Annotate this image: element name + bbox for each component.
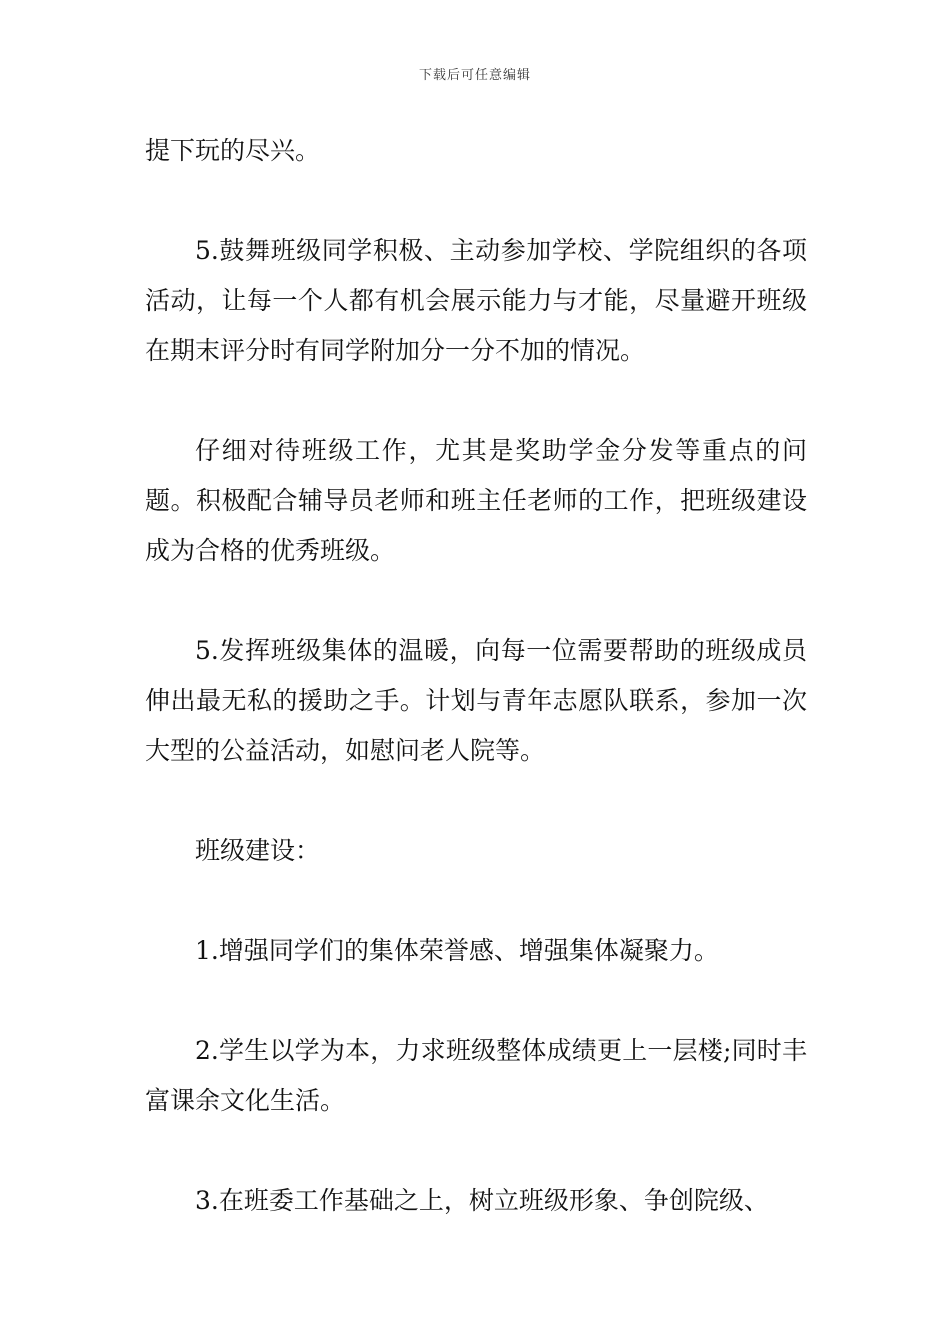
paragraph-item-5-warmth: 5.发挥班级集体的温暖，向每一位需要帮助的班级成员伸出最无私的援助之手。计划与青年志愿队联系，参加一次大型的公益活动，如慰问老人院等。 bbox=[145, 636, 807, 765]
paragraph-continuation: 提下玩的尽兴。 bbox=[145, 136, 321, 165]
paragraph-item-5-activities: 5.鼓舞班级同学积极、主动参加学校、学院组织的各项活动，让每一个人都有机会展示能力与才能，尽量避开班级在期末评分时有同学附加分一分不加的情况。 bbox=[145, 236, 807, 365]
paragraph-item-2: 2.学生以学为本，力求班级整体成绩更上一层楼;同时丰富课余文化生活。 bbox=[145, 1036, 807, 1115]
section-heading-class-building: 班级建设： bbox=[195, 836, 321, 865]
document-body bbox=[145, 126, 807, 1276]
paragraph-class-work: 仔细对待班级工作，尤其是奖助学金分发等重点的问题。积极配合辅导员老师和班主任老师的工作，把班级建设成为合格的优秀班级。 bbox=[145, 436, 807, 565]
paragraph-item-3: 3.在班委工作基础之上，树立班级形象、争创院级、 bbox=[195, 1186, 769, 1215]
paragraph-item-1: 1.增强同学们的集体荣誉感、增强集体凝聚力。 bbox=[195, 936, 719, 965]
page-header: 下载后可任意编辑 bbox=[418, 68, 531, 83]
